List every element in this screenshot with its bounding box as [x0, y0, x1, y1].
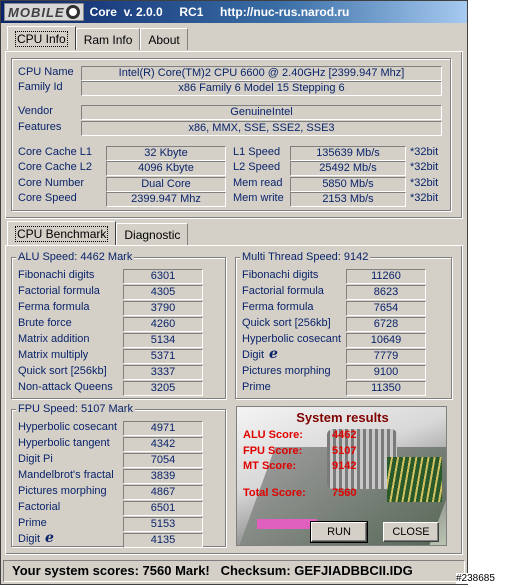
l1-field: 32 Kbyte [106, 146, 226, 161]
mem-read-field: 5850 Mb/s [290, 177, 406, 192]
mt-row-label: Fibonachi digits [242, 269, 319, 281]
fpu-row-label: Digit [18, 533, 41, 545]
core-number-field: Dual Core [106, 177, 226, 192]
l1-bit-note: *32bit [410, 146, 439, 158]
alu-row-value: 5134 [123, 333, 203, 348]
alu-row-value: 4260 [123, 317, 203, 332]
alu-row-label: Factorial formula [18, 285, 100, 297]
fpu-row-value: 7054 [123, 453, 203, 468]
mt-row-value: 11260 [346, 269, 426, 284]
logo-text: MOBILE [8, 4, 65, 20]
cpu-name-label: CPU Name [18, 66, 74, 78]
mt-row-value: 7654 [346, 301, 426, 316]
mt-title: Multi Thread Speed: 9142 [242, 251, 369, 263]
mt-row-label: Quick sort [256kb] [242, 317, 331, 329]
main-tabs [7, 28, 188, 50]
mt-row-label: Prime [242, 381, 271, 393]
mobile-logo [4, 3, 84, 21]
vendor-field: GenuineIntel [81, 105, 442, 120]
system-results [236, 406, 447, 546]
fpu-row-label: Prime [18, 517, 47, 529]
pci-slot-image [257, 519, 317, 529]
alu-row-label: Matrix multiply [18, 349, 89, 361]
alu-title: ALU Speed: 4462 Mark [18, 251, 133, 263]
l2-field: 4096 Kbyte [106, 161, 226, 176]
fpu-score-value: 5107 [332, 445, 357, 457]
close-button[interactable]: CLOSE [383, 522, 439, 542]
tab-ram-info[interactable]: Ram Info [76, 28, 141, 50]
alu-row-value: 5371 [123, 349, 203, 364]
alu-row-value: 4305 [123, 285, 203, 300]
title-bar [1, 1, 467, 23]
mt-row-value: 10649 [346, 333, 426, 348]
l2-label: Core Cache L2 [18, 161, 92, 173]
tab-cpu-info[interactable]: CPU Info [7, 26, 76, 50]
family-field: x86 Family 6 Model 15 Stepping 6 [81, 81, 442, 96]
fpu-row-label: Hyperbolic tangent [18, 437, 110, 449]
mem-read-label: Mem read [233, 177, 283, 189]
mt-row-label: Ferma formula [242, 301, 314, 313]
core-speed-field: 2399.947 Mhz [106, 192, 226, 207]
core-number-label: Core Number [18, 177, 85, 189]
fpu-row-value: 4342 [123, 437, 203, 452]
alu-row-value: 6301 [123, 269, 203, 284]
features-field: x86, MMX, SSE, SSE2, SSE3 [81, 121, 442, 136]
e-constant-icon: e [45, 530, 54, 546]
run-button[interactable]: RUN [311, 522, 367, 542]
mt-score-label: MT Score: [243, 460, 297, 472]
ram-image [387, 457, 442, 502]
fpu-title: FPU Speed: 5107 Mark [18, 403, 133, 415]
l1-label: Core Cache L1 [18, 146, 92, 158]
l2-bit-note: *32bit [410, 161, 439, 173]
bench-tabs [7, 223, 188, 245]
core-speed-label: Core Speed [18, 192, 77, 204]
e-constant-icon: e [269, 346, 278, 362]
alu-row-label: Brute force [18, 317, 72, 329]
mt-row-label: Digit [242, 349, 265, 361]
tab-cpu-benchmark[interactable]: CPU Benchmark [7, 221, 116, 245]
mt-row-value: 11350 [346, 381, 426, 396]
fpu-row-label: Hyperbolic cosecant [18, 421, 118, 433]
fpu-row-value: 6501 [123, 501, 203, 516]
l1-speed-label: L1 Speed [233, 146, 281, 158]
alu-row-label: Quick sort [256kb] [18, 365, 107, 377]
fpu-row-label: Pictures morphing [18, 485, 107, 497]
fpu-row-label: Digit Pi [18, 453, 53, 465]
image-watermark: #238685 [456, 573, 495, 584]
mt-row-value: 9100 [346, 365, 426, 380]
fpu-row-value: 4867 [123, 485, 203, 500]
mt-row-value: 6728 [346, 317, 426, 332]
mt-row-value: 7779 [346, 349, 426, 364]
total-score-value: 7560 [332, 487, 357, 499]
mt-row-label: Hyperbolic cosecant [242, 333, 342, 345]
cpu-name-field: Intel(R) Core(TM)2 CPU 6600 @ 2.40GHz [2399.947 Mhz] [81, 66, 442, 81]
fpu-row-label: Mandelbrot's fractal [18, 469, 114, 481]
fpu-row-value: 4135 [123, 533, 203, 548]
tab-about[interactable]: About [140, 28, 187, 50]
disc-icon [66, 5, 80, 19]
total-score-label: Total Score: [243, 487, 306, 499]
alu-row-label: Fibonachi digits [18, 269, 95, 281]
mem-read-bit-note: *32bit [410, 177, 439, 189]
fpu-row-value: 5153 [123, 517, 203, 532]
mt-row-value: 8623 [346, 285, 426, 300]
mem-write-field: 2153 Mb/s [290, 192, 406, 207]
status-bar: Your system scores: 7560 Mark! Checksum: GEFJIADBBCII.IDG [3, 560, 465, 582]
alu-row-label: Ferma formula [18, 301, 90, 313]
fpu-row-value: 3839 [123, 469, 203, 484]
l1-speed-field: 135639 Mb/s [290, 146, 406, 161]
family-label: Family Id [18, 81, 63, 93]
fpu-row-label: Factorial [18, 501, 61, 513]
window-title: Core v. 2.0.0 RC1 http://nuc-rus.narod.ru [89, 5, 350, 19]
l2-speed-label: L2 Speed [233, 161, 281, 173]
results-title: System results [296, 410, 389, 425]
mt-row-label: Pictures morphing [242, 365, 331, 377]
mt-score-value: 9142 [332, 460, 357, 472]
alu-row-value: 3790 [123, 301, 203, 316]
alu-score-value: 4462 [332, 429, 357, 441]
fpu-row-value: 4971 [123, 421, 203, 436]
alu-row-value: 3205 [123, 381, 203, 396]
alu-row-value: 3337 [123, 365, 203, 380]
vendor-label: Vendor [18, 105, 53, 117]
fpu-score-label: FPU Score: [243, 445, 303, 457]
features-label: Features [18, 121, 62, 133]
alu-row-label: Matrix addition [18, 333, 90, 345]
mt-row-label: Factorial formula [242, 285, 324, 297]
tab-diagnostic[interactable]: Diagnostic [116, 223, 188, 245]
alu-score-label: ALU Score: [243, 429, 303, 441]
mem-write-bit-note: *32bit [410, 192, 439, 204]
mem-write-label: Mem write [233, 192, 284, 204]
l2-speed-field: 25492 Mb/s [290, 161, 406, 176]
alu-row-label: Non-attack Queens [18, 381, 113, 393]
